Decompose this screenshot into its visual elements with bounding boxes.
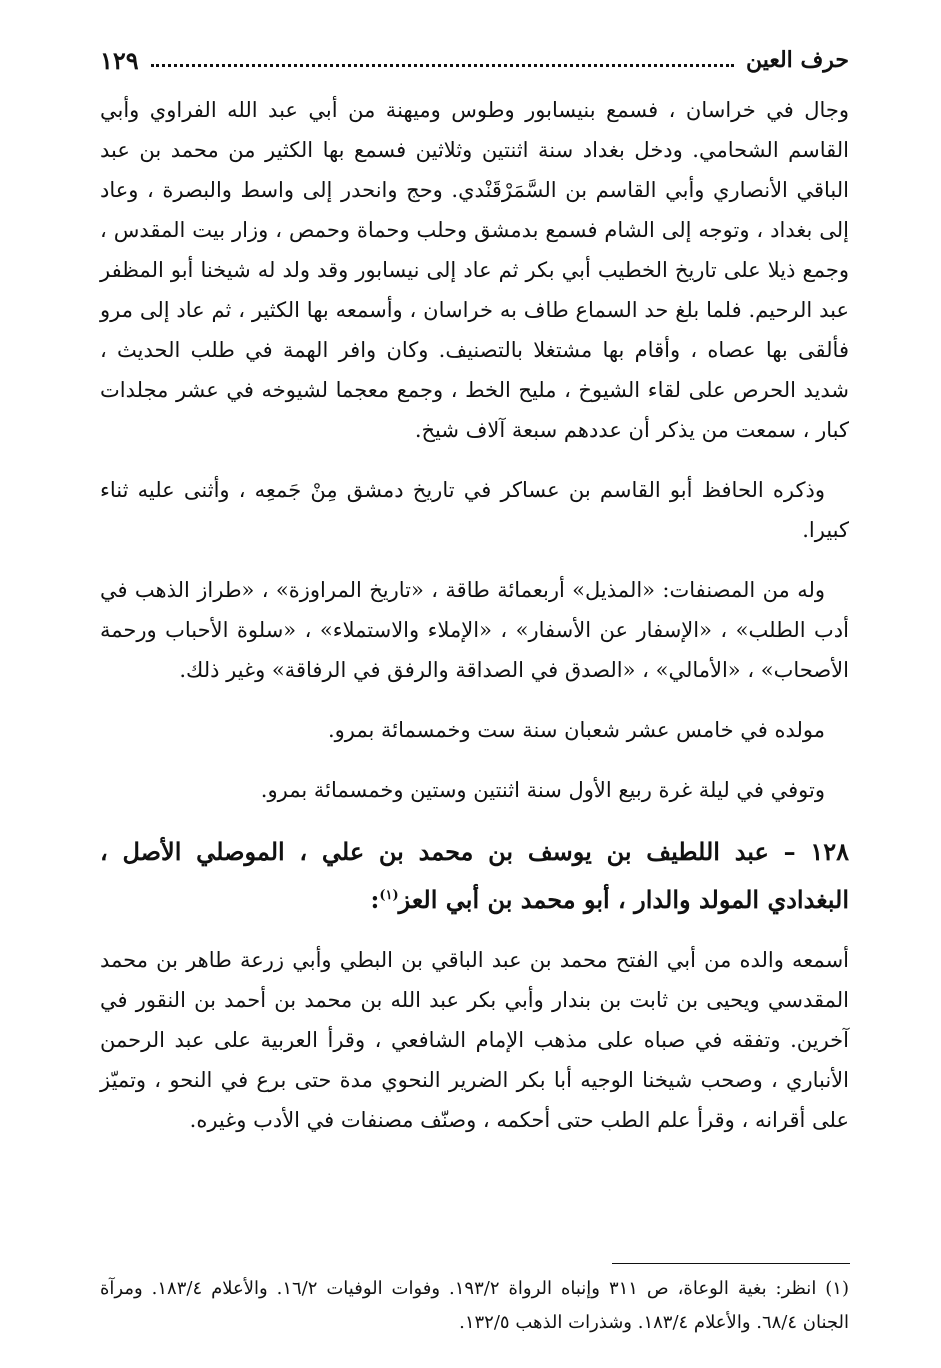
entry-heading-colon: :: [370, 885, 380, 914]
chapter-title: حرف العين: [745, 47, 849, 73]
footnote-section: [100, 1272, 849, 1340]
footnote-reference[interactable]: (١): [379, 888, 399, 903]
entry-heading-text: ١٢٨ – عبد اللطيف بن يوسف بن محمد بن علي ، الموصلي الأصل ، البغدادي المولد والدار ، أبو محمد بن أبي العز: [100, 837, 849, 914]
paragraph-biography: وجال في خراسان ، فسمع بنيسابور وطوس وميهنة من أبي عبد الله الفراوي وأبي القاسم الشحامي. ودخل بغداد سنة اثنتين وثلاثين فسمع بها الكثير من محمد بن عبد الباقي الأنصاري وأبي القاسم بن السَّمَرْقَنْدي. وحج وانحدر إلى واسط والبصرة ، وعاد إلى بغداد ، وتوجه إلى الشام فسمع بدمشق وحلب وحماة وحمص ، وزار بيت المقدس ، وجمع ذيلا على تاريخ الخطيب أبي بكر ثم عاد إلى نيسابور وقد ولد له شيخنا أبو المظفر عبد الرحيم. فلما بلغ حد السماع طاف به خراسان ، وأسمعه بها الكثير ، ثم عاد إلى مرو فألقى بها عصاه ، وأقام بها مشتغلا بالتصنيف. وكان وافر الهمة في طلب الحديث ، شديد الحرص على لقاء الشيوخ ، مليح الخط ، وجمع معجما لشيوخه في عشر مجلدات كبار ، سمعت من يذكر أن عددهم سبعة آلاف شيخ.: [100, 98, 849, 442]
page-number: ١٢٩: [100, 45, 139, 75]
header-dot-leader: [151, 64, 734, 67]
footnote-text: (١) انظر: بغية الوعاة، ص ٣١١ وإنباه الرواة ١٩٣/٢. وفوات الوفيات ١٦/٢. والأعلام ١٨٣/٤. ومرآة الجنان ٦٨/٤. والأعلام ١٨٣/٤. وشذرات الذهب ١٣٢/٥.: [100, 1278, 849, 1333]
paragraph-entry-body: أسمعه والده من أبي الفتح محمد بن عبد الباقي بن البطي وأبي زرعة طاهر بن محمد المقدسي ويحيى بن ثابت بن بندار وأبي بكر عبد الله بن محمد بن أحمد بن النقور في آخرين. وتفقه في صباه على مذهب الإمام الشافعي ، وقرأ العربية على عبد الرحمن الأنباري ، وصحب شيخنا الوجيه أبا بكر الضرير النحوي مدة حتى برع في النحو ، وتميّز على أقرانه ، وقرأ علم الطب حتى أحكمه ، وصنّف مصنفات في الأدب وغيره.: [100, 948, 849, 1132]
entry-heading: [100, 830, 849, 922]
paragraph-ibn-asakir: وذكره الحافظ أبو القاسم بن عساكر في تاريخ دمشق مِنْ جَمعِه ، وأثنى عليه ثناء كبيرا.: [100, 478, 849, 542]
paragraph-death: وتوفي في ليلة غرة ربيع الأول سنة اثنتين وستين وخمسمائة بمرو.: [260, 778, 825, 802]
paragraph-birth: مولده في خامس عشر شعبان سنة ست وخمسمائة بمرو.: [327, 718, 825, 742]
main-text: [100, 90, 849, 1160]
running-header: [100, 40, 849, 80]
paragraph-works: وله من المصنفات: «المذيل» أربعمائة طاقة ، «تاريخ المراوزة» ، «طراز الذهب في أدب الطلب» ، «الإسفار عن الأسفار» ، «الإملاء والاستملاء» ، «سلوة الأحباب ورحمة الأصحاب» ، «الأمالي» ، «الصدق في الصداقة والرفق في الرفاقة» وغير ذلك.: [100, 578, 849, 682]
footnote-separator: [612, 1263, 850, 1264]
